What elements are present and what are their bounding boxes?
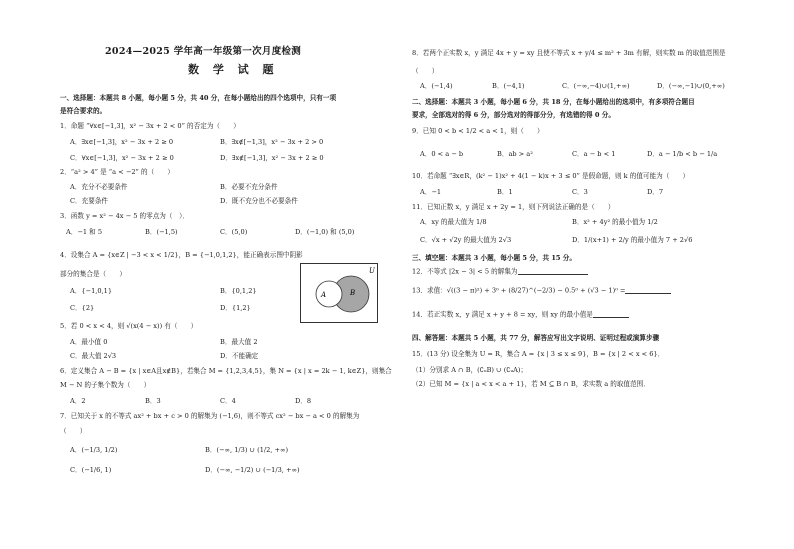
q11-option-c[interactable]: C．√x + √2y 的最大值为 2√3 (420, 236, 512, 244)
q1-stem: 1．命题 “∀x∈[−1,3]，x² − 3x + 2 < 0” 的否定为（ ） (60, 122, 240, 130)
q2-option-b[interactable]: B．必要不充分条件 (220, 183, 278, 191)
q8-option-b[interactable]: B．(−4,1) (492, 82, 525, 90)
q14-text: 14．若正实数 x，y 满足 x + y + 8 = xy，则 xy 的最小值是 (412, 310, 593, 319)
q5-option-b[interactable]: B．最大值 2 (220, 338, 258, 346)
q15-part2: （2）已知 M = {x | a < x < a + 1}，若 M ⊆ B ∩ B，求实数 a 的取值范围． (412, 380, 650, 388)
exam-subtitle: 数 学 试 题 (188, 63, 279, 76)
q7-stem: 7．已知关于 x 的不等式 ax² + bx + c > 0 的解集为 (−1,6)，则不等式 cx² − bx − a < 0 的解集为 (60, 412, 360, 420)
q2-option-c[interactable]: C．充要条件 (70, 197, 109, 205)
q6-option-a[interactable]: A．2 (70, 397, 86, 405)
q1-option-d[interactable]: D．∃x∉[−1,3]，x² − 3x + 2 ≥ 0 (220, 154, 324, 162)
q4-stem-cont: 部分的集合是（ ） (60, 270, 126, 278)
q15-stem: 15．(13 分) 设全集为 U = R，集合 A = {x | 3 ≤ x ≤ 9}，B = {x | 2 < x < 6}． (412, 350, 665, 358)
q9-stem: 9．已知 0 < b < 1/2 < a < 1，则（ ） (412, 127, 544, 135)
q2-option-a[interactable]: A．充分不必要条件 (70, 183, 128, 191)
q10-option-b[interactable]: B．1 (497, 188, 513, 196)
q5-option-c[interactable]: C．最大值 2√3 (70, 352, 117, 360)
q13-text: 13．求值：√((3 − π)²) + 3⁰ + (8/27)^(−2/3) − 0.5⁰ + (√3 − 1)⁰ = (412, 286, 626, 295)
q13-answer-blank[interactable] (625, 287, 671, 294)
q6-option-b[interactable]: B．3 (145, 397, 161, 405)
q8-option-d[interactable]: D．(−∞,−1)∪(0,+∞) (657, 82, 725, 90)
q9-option-c[interactable]: C．a − b < 1 (572, 150, 616, 158)
q7-option-c[interactable]: C．(−1/6, 1) (70, 466, 112, 474)
section4-heading: 四、解答题：本题共 5 小题，共 77 分，解答应写出文字说明、证明过程或演算步骤 (412, 334, 660, 342)
q1-option-b[interactable]: B．∃x∉[−1,3]，x² − 3x + 2 > 0 (220, 138, 324, 146)
q12-stem (412, 268, 588, 275)
q10-option-a[interactable]: A．−1 (420, 188, 442, 196)
section1-heading: 一、选择题：本题共 8 小题，每小题 5 分，共 40 分，在每小题给出的四个选项中，只有一项 (60, 94, 337, 102)
q8-option-c[interactable]: C．(−∞,−4)∪(1,+∞) (562, 82, 630, 90)
q10-stem: 10．若命题 “∃x∈R，(k² − 1)x² + 4(1 − k)x + 3 ≤ 0” 是假命题，则 k 的值可能为（ ） (412, 172, 690, 180)
q6-stem: 6．定义集合 A − B = {x | x∈A且x∉B}，若集合 M = {1,2,3,4,5}，集 N = {x | x = 2k − 1, k∈Z}，则集合 (60, 367, 392, 375)
q4-option-b[interactable]: B．{0,1,2} (220, 287, 257, 295)
q8-stem: 8．若两个正实数 x，y 满足 4x + y = xy 且使不等式 x + y/4 ≤ m² + 3m 有解，则实数 m 的取值范围是 (412, 49, 726, 57)
q8-stem-cont: （ ） (412, 67, 439, 75)
q9-option-b[interactable]: B．ab > a² (497, 150, 533, 158)
q2-option-d[interactable]: D．既不充分也不必要条件 (220, 197, 298, 205)
venn-b-label: B (350, 289, 356, 297)
q7-option-a[interactable]: A．(−1/3, 1/2) (70, 446, 118, 454)
venn-svg (301, 264, 377, 322)
q13-stem (412, 287, 671, 294)
q7-option-b[interactable]: B．(−∞, 1/3) ∪ (1/2, +∞) (205, 446, 289, 454)
q11-option-a[interactable]: A．xy 的最大值为 1/8 (420, 218, 487, 226)
q12-text: 12．不等式 |2x − 3| < 5 的解集为 (412, 267, 518, 276)
q12-answer-blank[interactable] (518, 268, 588, 275)
q14-answer-blank[interactable] (593, 311, 629, 318)
q8-option-a[interactable]: A．(−1,4) (420, 82, 453, 90)
q4-stem: 4．设集合 A = {x∈Z | −3 < x < 1/2}，B = {−1,0,1,2}，能正确表示图中阴影 (60, 251, 303, 259)
q9-option-a[interactable]: A．0 < a − b (420, 150, 464, 158)
venn-u-label: U (369, 267, 375, 275)
q5-stem: 5．若 0 < x < 4，则 √(x(4 − x)) 有（ ） (60, 322, 198, 330)
section2-heading: 二、选择题：本题共 3 小题，每小题 6 分，共 18 分，在每小题给出的选项中，有多项符合题目 (412, 98, 695, 106)
q14-stem (412, 311, 629, 318)
q7-option-d[interactable]: D．(−∞, −1/2) ∪ (−1/3, +∞) (205, 466, 300, 474)
q7-stem-cont: （ ） (60, 427, 87, 435)
venn-a-label: A (321, 291, 327, 299)
q4-option-c[interactable]: C．{2} (70, 304, 95, 312)
q1-option-a[interactable]: A．∃x∈[−1,3]，x² − 3x + 2 ≥ 0 (70, 138, 174, 146)
q6-option-c[interactable]: C．4 (220, 397, 236, 405)
q10-option-c[interactable]: C．3 (572, 188, 588, 196)
q3-option-d[interactable]: D．(−1,0) 和 (5,0) (295, 228, 355, 236)
q15-part1: （1）分别求 A ∩ B，(∁ᵤB) ∪ (∁ᵤA)； (412, 366, 528, 374)
q10-option-d[interactable]: D．7 (647, 188, 664, 196)
q4-option-d[interactable]: D．{1,2} (220, 304, 251, 312)
q3-option-a[interactable]: A．−1 和 5 (66, 228, 103, 236)
q6-option-d[interactable]: D．8 (295, 397, 312, 405)
q11-option-b[interactable]: B．x² + 4y² 的最小值为 1/2 (572, 218, 658, 226)
q2-stem: 2．“a² > 4” 是 “a < −2” 的（ ） (60, 168, 174, 176)
q4-option-a[interactable]: A．{−1,0,1} (70, 287, 113, 295)
q3-option-c[interactable]: C．(5,0) (220, 228, 248, 236)
q5-option-a[interactable]: A．最小值 0 (70, 338, 108, 346)
q9-option-d[interactable]: D．a − 1/b < b − 1/a (647, 150, 718, 158)
venn-diagram (300, 263, 378, 323)
set-a-circle (316, 281, 342, 307)
q5-option-d[interactable]: D．不能确定 (220, 352, 259, 360)
exam-title: 2024—2025 学年高一年级第一次月度检测 (105, 46, 302, 57)
q3-option-b[interactable]: B．(−1,5) (145, 228, 178, 236)
q3-stem: 3．函数 y = x² − 4x − 5 的零点为（ ）． (60, 212, 189, 220)
section3-heading: 三、填空题：本题共 3 小题，每小题 5 分，共 15 分。 (412, 254, 576, 262)
q11-stem: 11．已知正数 x，y 满足 x + 2y = 1，则下列说法正确的是（ ） (412, 203, 615, 211)
q1-option-c[interactable]: C．∀x∈[−1,3]，x² − 3x + 2 ≥ 0 (70, 154, 174, 162)
section1-heading-cont: 是符合要求的。 (60, 107, 107, 115)
q11-option-d[interactable]: D．1/(x+1) + 2/y 的最小值为 7 + 2√6 (572, 236, 693, 244)
q6-stem-cont: M − N 的子集个数为（ ） (60, 381, 151, 389)
section2-heading-cont: 要求，全部选对的得 6 分，部分选对的得部分分，有选错的得 0 分。 (412, 111, 615, 119)
